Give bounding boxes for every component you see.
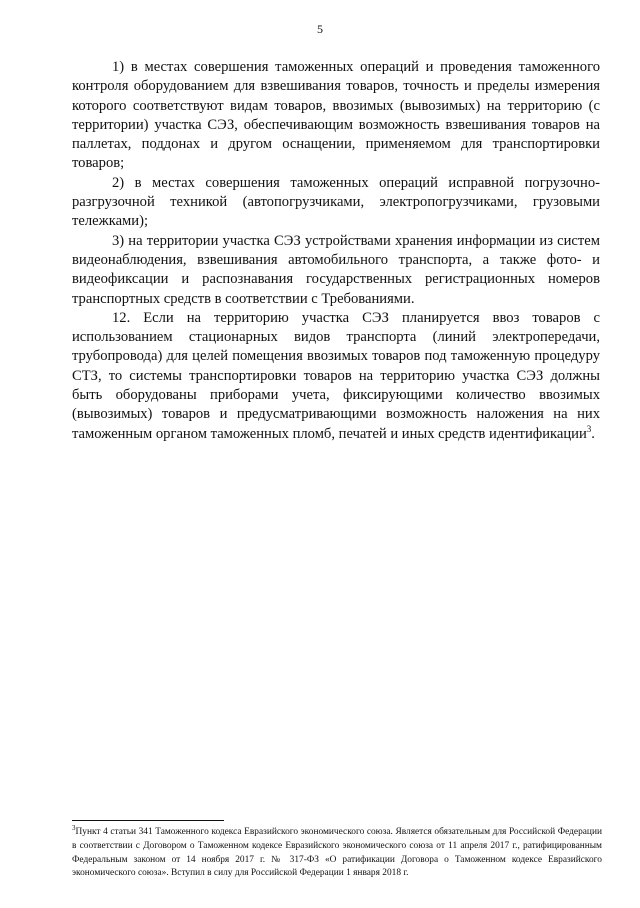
footnote-text: Пункт 4 статьи 341 Таможенного кодекса Евразийского экономического союза. Является обязательным для Российской Федерации в соответствии с Договором о Таможенном кодексе Евразийского экономического союза от 11 апреля 2017 г., ратифицированным Федеральным законом от 14 ноября 2017 г. № 317-ФЗ «О ратификации Договора о Таможенном кодексе Евразийского экономического союза». Вступил в силу для Российской Федерации 1 января 2018 г. [72, 827, 602, 879]
footnote-reference[interactable]: 3 [586, 423, 592, 434]
document-body [72, 58, 600, 444]
paragraph-clause-12 [72, 309, 600, 444]
footnote-marker: 3 [72, 824, 76, 832]
paragraph-item-2: 2) в местах совершения таможенных операций исправной погрузочно-разгрузочной техникой (автопогрузчиками, электропогрузчиками, грузовыми тележками); [72, 174, 600, 230]
footnote-divider [72, 820, 224, 821]
paragraph-item-1: 1) в местах совершения таможенных операций и проведения таможенного контроля оборудованием для взвешивания товаров, точность и пределы измерения которого соответствуют видам товаров, ввозимых (вывозимых) на территорию (с территории) участка СЭЗ, обеспечивающим возможность взвешивания товаров на паллетах, поддонах и другом оснащении, применяемом для транспортировки товаров; [72, 59, 600, 172]
paragraph-item-3: 3) на территории участка СЭЗ устройствами хранения информации из систем видеонаблюдения, взвешивания автомобильного транспорта, а также фото- и видеофиксации и распознавания государственных регистрационных номеров транспортных средств в соответствии с Требованиями. [72, 232, 600, 307]
paragraph-end-period: . [591, 425, 595, 442]
footnote [72, 826, 602, 881]
paragraph-clause-12-text: 12. Если на территорию участка СЭЗ планируется ввоз товаров с использованием стационарных видов транспорта (линий электропередачи, трубопровода) для целей помещения ввозимых товаров под таможенную процедуру СТЗ, то системы транспортировки товаров на территорию участка СЭЗ должны быть оборудованы приборами учета, фиксирующими количество ввозимых (вывозимых) товаров и предусматривающими возможность наложения на них таможенным органом таможенных пломб, печатей и иных средств идентификации [72, 309, 600, 442]
page-number: 5 [317, 22, 323, 36]
